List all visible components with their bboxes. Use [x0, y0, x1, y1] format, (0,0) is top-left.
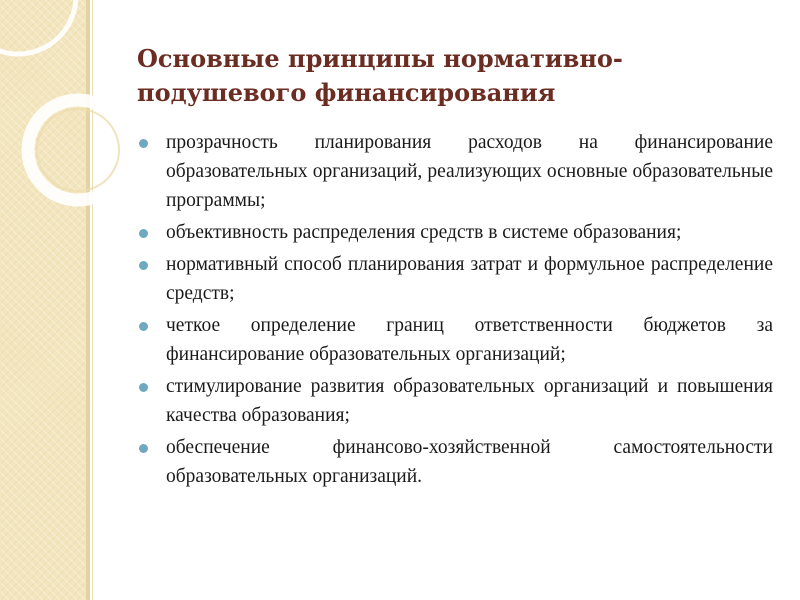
bullet-text: нормативный способ планирования затрат и формульное распределение средств; [166, 254, 773, 304]
bullet-item [137, 128, 773, 215]
circle-bullet-icon [139, 383, 148, 392]
slide-title: Основные принципы нормативно-подушевого финансирования [137, 44, 623, 107]
circle-bullet-icon [139, 229, 148, 238]
circle-bullet-icon [139, 261, 148, 270]
bullet-item [137, 311, 773, 369]
bullet-item [137, 433, 773, 491]
circle-bullet-icon [139, 139, 148, 148]
bullet-item [137, 218, 773, 247]
ring-decoration [0, 0, 130, 260]
circle-bullet-icon [139, 444, 148, 453]
bullet-text: обеспечение финансово-хозяйственной самостоятельности образовательных организаций. [166, 437, 773, 487]
bullet-text: четкое определение границ ответственности бюджетов за финансирование образовательных организаций; [166, 315, 773, 365]
bullet-text: стимулирование развития образовательных организаций и повышения качества образования; [166, 376, 773, 426]
bullet-text: объективность распределения средств в системе образования; [166, 222, 682, 243]
bullet-item [137, 250, 773, 308]
bullet-list [137, 128, 773, 494]
bullet-item [137, 372, 773, 430]
circle-bullet-icon [139, 322, 148, 331]
bullet-text: прозрачность планирования расходов на финансирование образовательных организаций, реализующих основные образовательные программы; [166, 132, 773, 211]
